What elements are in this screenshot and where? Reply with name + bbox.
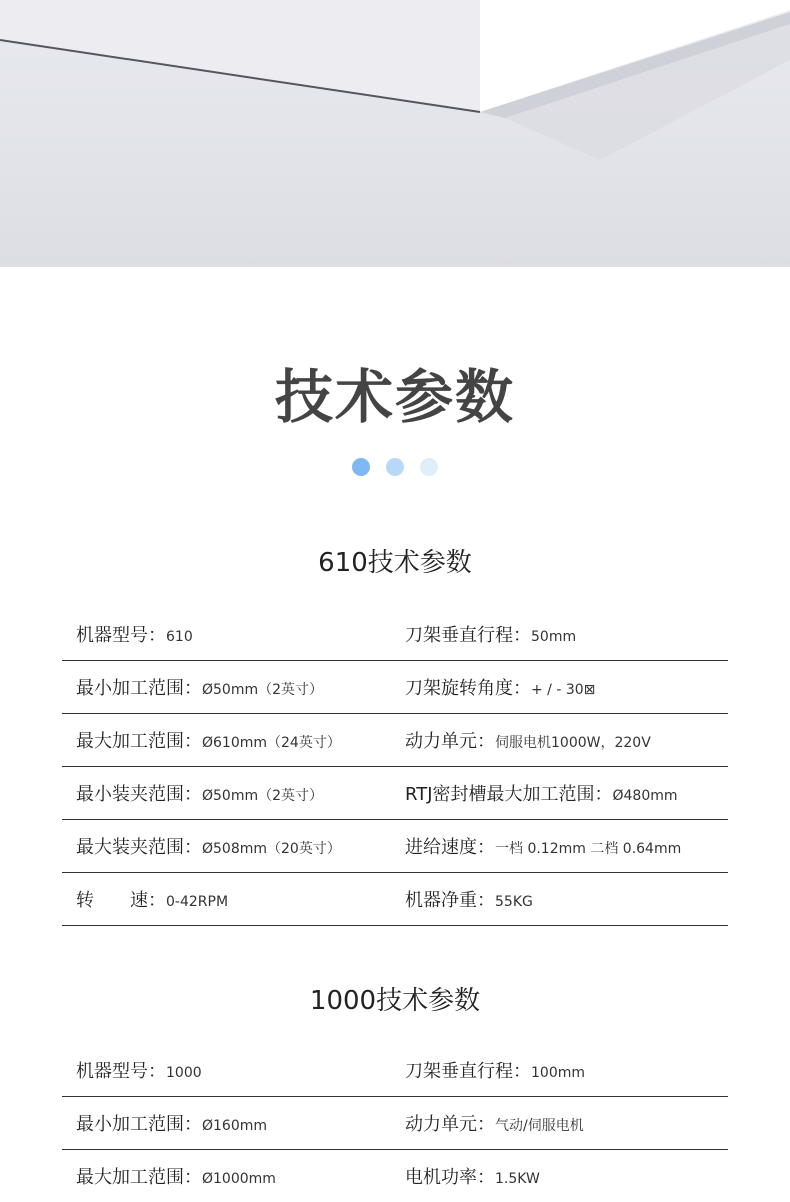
- spec-cell: [62, 621, 395, 647]
- section-1000-title: 1000技术参数: [309, 986, 481, 1016]
- spec-label: 电机功率：: [405, 1167, 495, 1188]
- spec-cell: [395, 886, 728, 912]
- spec-value: 气动/伺服电机: [495, 1118, 584, 1134]
- spec-cell: [395, 727, 728, 753]
- spec-value: Ø50mm（2英寸）: [202, 682, 324, 698]
- spec-row: [62, 1097, 728, 1150]
- spec-value: Ø160mm: [202, 1118, 268, 1134]
- spec-row: [62, 873, 728, 926]
- spec-cell: [62, 886, 395, 912]
- spec-label: 最大加工范围：: [76, 731, 202, 752]
- spec-label: 最小加工范围：: [76, 678, 202, 699]
- spec-row: [62, 1044, 728, 1097]
- dot-2: [386, 458, 404, 476]
- spec-cell: [395, 621, 728, 647]
- spec-cell: [62, 833, 395, 859]
- page-dots: [0, 458, 790, 476]
- spec-value: 0-42RPM: [166, 894, 229, 910]
- spec-value: 100mm: [531, 1065, 585, 1081]
- spec-value: Ø480mm: [612, 788, 678, 804]
- section-610-title: 610技术参数: [318, 548, 472, 578]
- spec-value: Ø610mm（24英寸）: [202, 735, 341, 751]
- spec-cell: [62, 780, 395, 806]
- spec-cell: [62, 1163, 395, 1189]
- spec-label: RTJ密封槽最大加工范围：: [405, 784, 613, 805]
- spec-label: 动力单元：: [405, 731, 495, 752]
- spec-label: 刀架垂直行程：: [405, 1061, 531, 1082]
- spec-cell: [395, 1057, 728, 1083]
- spec-cell: [395, 780, 728, 806]
- spec-value: 55KG: [495, 894, 533, 910]
- spec-label: 动力单元：: [405, 1114, 495, 1135]
- spec-table-610: [62, 608, 728, 926]
- hero-image: [0, 0, 790, 267]
- spec-table-1000: [62, 1044, 728, 1202]
- spec-value: 50mm: [531, 629, 577, 645]
- spec-row: [62, 767, 728, 820]
- spec-cell: [62, 1110, 395, 1136]
- spec-label: 转 速：: [76, 890, 166, 911]
- spec-row: [62, 1150, 728, 1202]
- spec-row: [62, 714, 728, 767]
- spec-label: 刀架垂直行程：: [405, 625, 531, 646]
- spec-value: 610: [166, 629, 193, 645]
- spec-value: 伺服电机1000W，220V: [495, 735, 651, 751]
- spec-row: [62, 820, 728, 873]
- spec-cell: [395, 833, 728, 859]
- spec-value: Ø1000mm: [202, 1171, 276, 1187]
- spec-row: [62, 661, 728, 714]
- spec-cell: [395, 674, 728, 700]
- spec-label: 最大装夹范围：: [76, 837, 202, 858]
- spec-value: Ø50mm（2英寸）: [202, 788, 324, 804]
- spec-cell: [62, 674, 395, 700]
- spec-label: 刀架旋转角度：: [405, 678, 531, 699]
- spec-label: 机器型号：: [76, 625, 166, 646]
- spec-value: + / - 30⊠: [531, 682, 596, 698]
- spec-cell: [62, 1057, 395, 1083]
- spec-label: 最大加工范围：: [76, 1167, 202, 1188]
- spec-value: 1000: [166, 1065, 202, 1081]
- spec-cell: [395, 1110, 728, 1136]
- spec-label: 机器型号：: [76, 1061, 166, 1082]
- spec-label: 最小装夹范围：: [76, 784, 202, 805]
- spec-value: 1.5KW: [495, 1171, 540, 1187]
- spec-row: [62, 608, 728, 661]
- spec-label: 最小加工范围：: [76, 1114, 202, 1135]
- page-title: 技术参数: [274, 363, 515, 431]
- spec-cell: [395, 1163, 728, 1189]
- spec-cell: [62, 727, 395, 753]
- hero-surface-graphic: [0, 0, 790, 267]
- spec-label: 进给速度：: [405, 837, 495, 858]
- dot-3: [420, 458, 438, 476]
- spec-label: 机器净重：: [405, 890, 495, 911]
- spec-value: Ø508mm（20英寸）: [202, 841, 341, 857]
- dot-1: [352, 458, 370, 476]
- spec-value: 一档 0.12mm 二档 0.64mm: [495, 841, 682, 857]
